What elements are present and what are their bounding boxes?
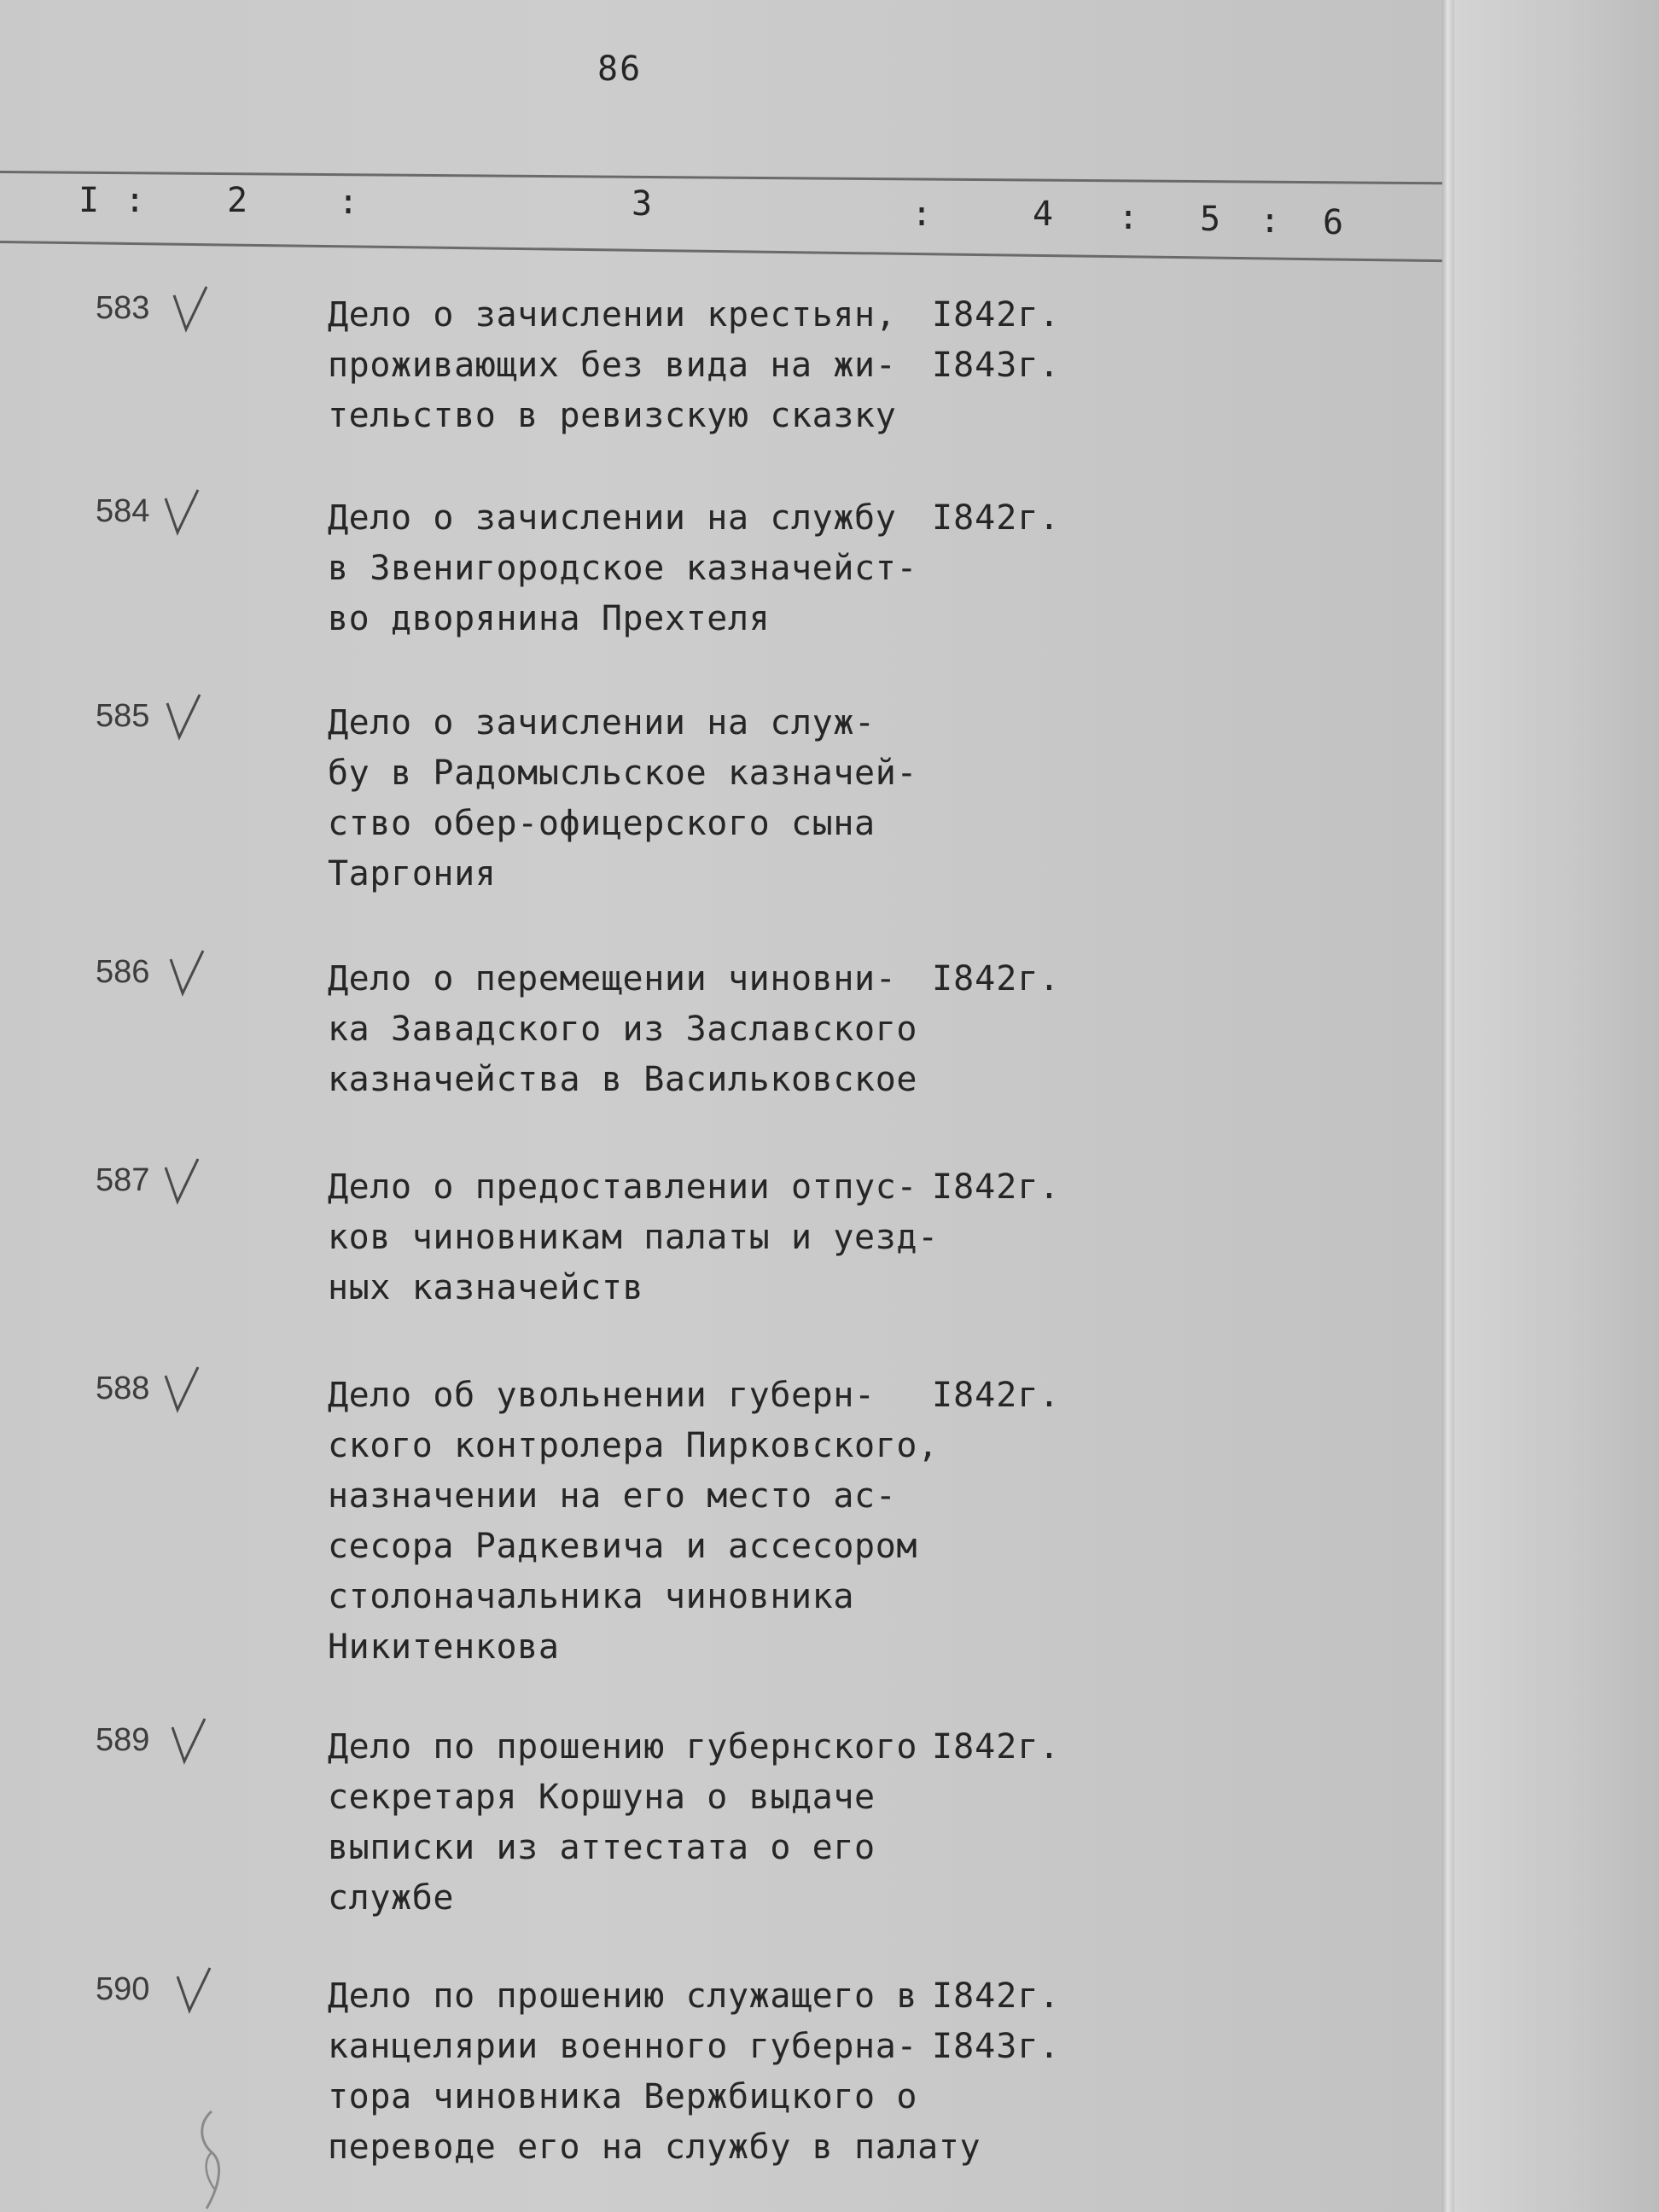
entry-date: I842г. <box>932 1376 1061 1415</box>
entry-date: I842г. <box>932 1976 1061 2016</box>
column-header-4: 4 <box>1033 195 1054 234</box>
check-mark-icon <box>162 1155 201 1207</box>
description-line: назначении на его место ас- <box>328 1476 897 1516</box>
entry-date: I842г. <box>932 959 1061 998</box>
entry-date: I843г. <box>932 2027 1061 2066</box>
entry-number: 583 <box>96 290 150 326</box>
entry-dates <box>932 290 1061 391</box>
entry-date: I842г. <box>932 1727 1061 1767</box>
check-mark-icon <box>164 691 203 742</box>
description-line: ского контролера Пирковского, <box>328 1426 939 1465</box>
entry-description <box>328 290 925 441</box>
check-mark-icon <box>167 947 207 998</box>
description-line: Дело о зачислении на служ- <box>328 703 876 742</box>
entry-description <box>328 954 925 1105</box>
description-line: Никитенкова <box>328 1627 560 1667</box>
description-line: во дворянина Прехтеля <box>328 599 771 638</box>
entry-date: I842г. <box>932 1167 1061 1207</box>
page-number: 86 <box>597 49 643 89</box>
entry-date: I842г. <box>932 498 1061 538</box>
description-line: службе <box>328 1878 455 1918</box>
description-line: Таргония <box>328 854 497 894</box>
column-header-1: I <box>79 181 100 220</box>
entry-number: 588 <box>96 1371 150 1406</box>
adjacent-page-edge <box>1454 0 1659 2212</box>
description-line: Дело об увольнении губерн- <box>328 1376 876 1415</box>
description-line: канцелярии военного губерна- <box>328 2027 918 2066</box>
check-mark-icon <box>174 1965 213 2016</box>
description-line: ных казначейств <box>328 1268 644 1307</box>
entry-description <box>328 698 925 899</box>
entry-description <box>328 1162 939 1313</box>
entry-description <box>328 1722 925 1924</box>
description-line: выписки из аттестата о его <box>328 1828 876 1867</box>
check-mark-icon <box>162 1364 201 1415</box>
description-line: в Звенигородское казначейст- <box>328 549 918 588</box>
description-line: ство обер-офицерского сына <box>328 804 876 843</box>
description-line: столоначальника чиновника <box>328 1577 855 1616</box>
description-line: Дело о перемещении чиновни- <box>328 959 897 998</box>
entry-dates <box>932 954 1061 1004</box>
entry-dates <box>932 1162 1061 1213</box>
description-line: ка Завадского из Заславского <box>328 1010 918 1049</box>
column-separator: : <box>911 195 933 234</box>
entry-number: 585 <box>96 698 150 734</box>
column-separator: : <box>338 183 359 222</box>
entry-description <box>328 1371 939 1673</box>
entry-number: 587 <box>96 1162 150 1198</box>
entry-number: 589 <box>96 1722 150 1758</box>
column-header-6: 6 <box>1323 203 1344 242</box>
entry-number: 584 <box>96 493 150 529</box>
entry-number: 590 <box>96 1971 150 2007</box>
entry-description <box>328 493 925 644</box>
column-header-5: 5 <box>1200 200 1221 239</box>
description-line: Дело по прошению губернского <box>328 1727 918 1767</box>
description-line: тельство в ревизскую сказку <box>328 396 897 435</box>
entry-date: I843г. <box>932 346 1061 385</box>
check-mark-icon <box>171 283 210 335</box>
entry-dates <box>932 1371 1061 1421</box>
description-line: бу в Радомысльское казначей- <box>328 754 918 793</box>
check-mark-icon <box>162 486 201 538</box>
description-line: Дело о зачислении на службу <box>328 498 897 538</box>
entry-description <box>328 1971 981 2173</box>
column-header-2: 2 <box>227 181 248 220</box>
entry-dates <box>932 1722 1061 1773</box>
description-line: Дело по прошению служащего в <box>328 1976 918 2016</box>
description-line: тора чиновника Вержбицкого о <box>328 2077 918 2116</box>
column-separator: : <box>1118 198 1139 237</box>
entry-number: 586 <box>96 954 150 990</box>
entry-dates <box>932 1971 1061 2072</box>
entry-dates <box>932 493 1061 544</box>
column-separator: : <box>125 181 146 220</box>
page-fold <box>1442 0 1454 2212</box>
column-header-3: 3 <box>632 184 653 224</box>
description-line: Дело о предоставлении отпус- <box>328 1167 918 1207</box>
description-line: сесора Радкевича и ассесором <box>328 1527 918 1566</box>
description-line: секретаря Коршуна о выдаче <box>328 1778 876 1817</box>
description-line: проживающих без вида на жи- <box>328 346 897 385</box>
entry-date: I842г. <box>932 295 1061 335</box>
description-line: ков чиновникам палаты и уезд- <box>328 1218 939 1257</box>
header-rule-top <box>0 171 1442 184</box>
description-line: Дело о зачислении крестьян, <box>328 295 897 335</box>
header-rule-bottom <box>0 241 1442 262</box>
check-mark-icon <box>169 1715 208 1767</box>
pencil-scribble-icon <box>186 2108 237 2212</box>
column-separator: : <box>1260 201 1281 241</box>
description-line: казначейства в Васильковское <box>328 1060 918 1099</box>
description-line: переводе его на службу в палату <box>328 2128 981 2167</box>
